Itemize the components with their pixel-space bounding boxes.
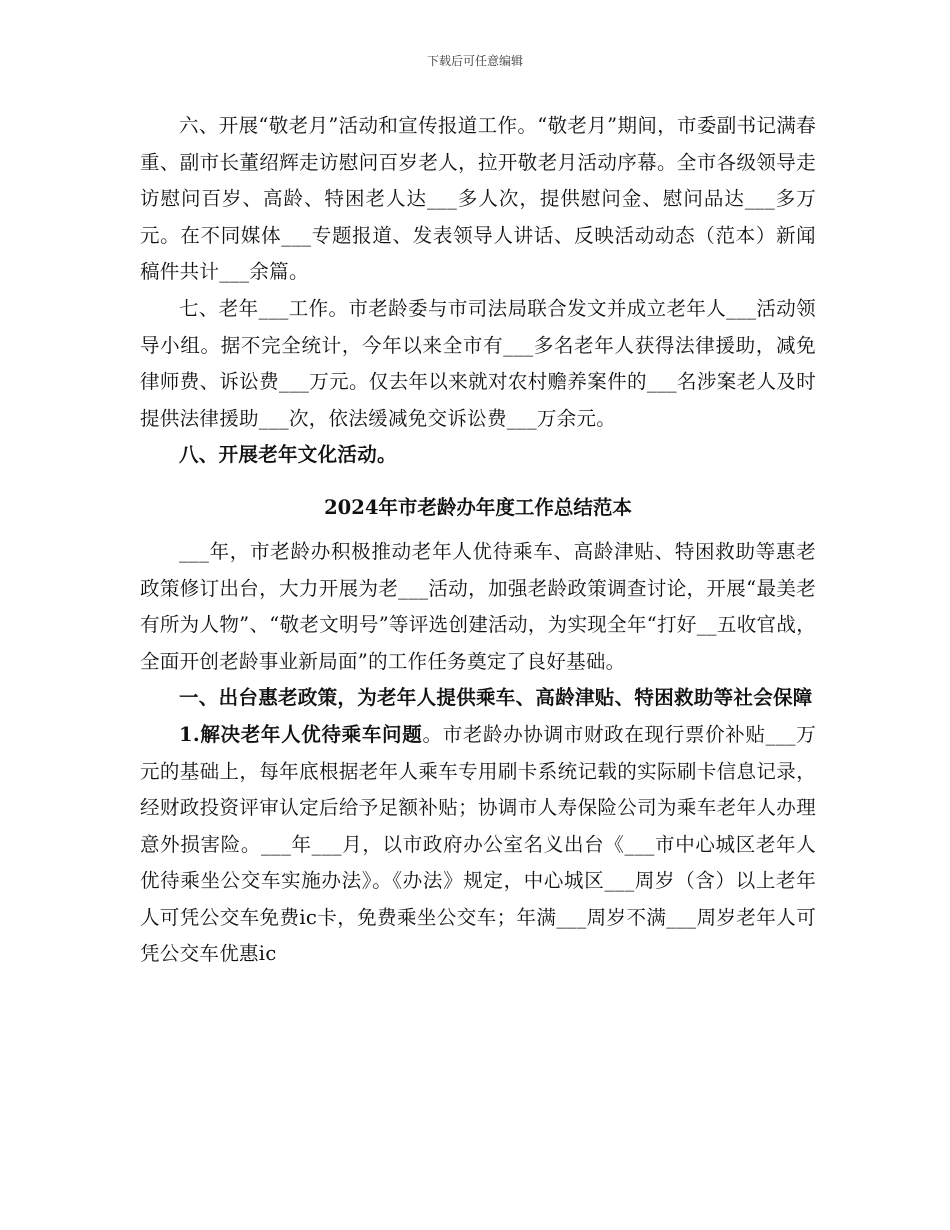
heading-eight: 八、开展老年文化活动。 bbox=[179, 443, 397, 467]
document-title: 2024年市老龄办年度工作总结范本 bbox=[324, 495, 632, 519]
item-one-paragraph bbox=[140, 717, 816, 973]
item-one-body: 。市老龄办协调市财政在现行票价补贴___万元的基础上，每年底根据老年人乘车专用刷卡系统记载的实际刷卡信息记录，经财政投资评审认定后给予足额补贴；协调市人寿保险公司为乘车老年人办理意外损害险。___年___月，以市政府办公室名义出台《___市中心城区老年人优待乘坐公交车实施办法》。《办法》规定，中心城区___周岁（含）以上老年人可凭公交车免费ic卡，免费乘坐公交车；年满___周岁不满___周岁老年人可凭公交车优惠ic bbox=[140, 722, 816, 966]
item-one-lead: 1.解决老年人优待乘车问题 bbox=[179, 722, 423, 746]
section-one-heading: 一、出台惠老政策，为老年人提供乘车、高龄津贴、特困救助等社会保障 bbox=[179, 686, 813, 710]
page-header: 下载后可任意编辑 bbox=[426, 54, 523, 68]
paragraph-six: 六、开展“敬老月”活动和宣传报道工作。“敬老月”期间，市委副书记满春重、副市长董绍辉走访慰问百岁老人，拉开敬老月活动序幕。全市各级领导走访慰问百岁、高龄、特困老人达___多人次，提供慰问金、慰问品达___多万元。在不同媒体___专题报道、发表领导人讲话、反映活动动态（范本）新闻稿件共计___余篇。 bbox=[140, 114, 816, 284]
document-body bbox=[140, 108, 816, 973]
intro-paragraph: ___年，市老龄办积极推动老年人优待乘车、高龄津贴、特困救助等惠老政策修订出台，大力开展为老___活动，加强老龄政策调查讨论，开展“最美老有所为人物”、“敬老文明号”等评选创建活动，为实现全年“打好__五收官战，全面开创老龄事业新局面”的工作任务奠定了良好基础。 bbox=[140, 539, 816, 673]
paragraph-seven: 七、老年___工作。市老龄委与市司法局联合发文并成立老年人___活动领导小组。据不完全统计，今年以来全市有___多名老年人获得法律援助，减免律师费、诉讼费___万元。仅去年以来就对农村赡养案件的___名涉案老人及时提供法律援助___次，依法缓减免交诉讼费___万余元。 bbox=[140, 296, 816, 430]
